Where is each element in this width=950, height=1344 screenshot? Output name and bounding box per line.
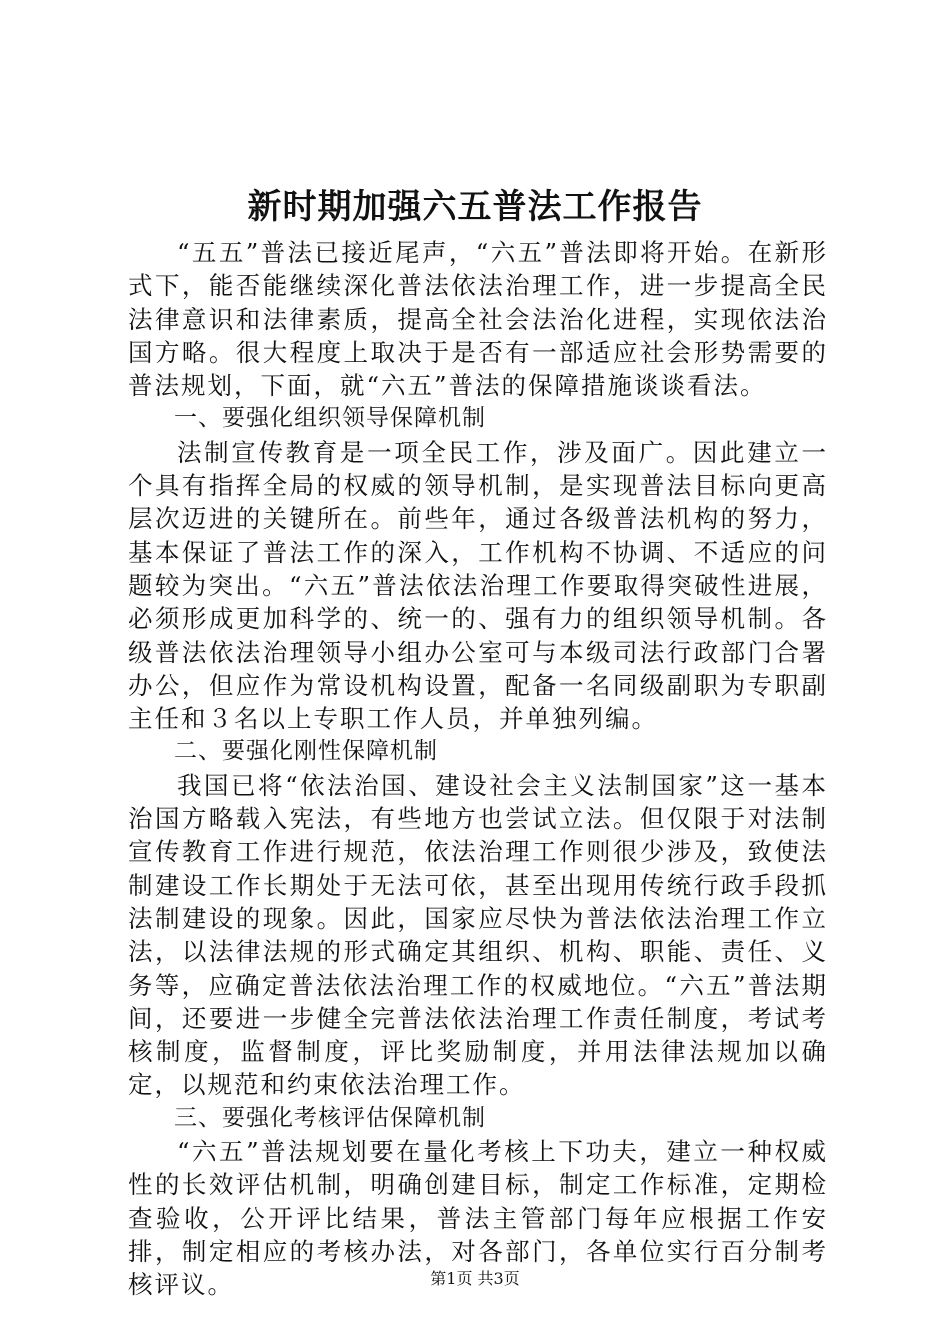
paragraph-section-2: 我国已将“依法治国、建设社会主义法制国家”这一基本治国方略载入宪法，有些地方也尝试立法。但仅限于对法制宣传教育工作进行规范，依法治理工作则很少涉及，致使法制建设工作长期处于无法可依，甚至出现用传统行政手段抓法制建设的现象。因此，国家应尽快为普法依法治理工作立法，以法律法规的形式确定其组织、机构、职能、责任、义务等，应确定普法依法治理工作的权威地位。“六五”普法期间，还要进一步健全完普法依法治理工作责任制度，考试考核制度，监督制度，评比奖励制度，并用法律法规加以确定，以规范和约束依法治理工作。: [128, 770, 828, 1100]
paragraph-intro: “五五”普法已接近尾声，“六五”普法即将开始。在新形式下，能否能继续深化普法依法治理工作，进一步提高全民法律意识和法律素质，提高全社会法治化进程，实现依法治国方略。很大程度上取决于是否有一部适应社会形势需要的普法规划，下面，就“六五”普法的保障措施谈谈看法。: [128, 238, 828, 401]
section-heading-2: 二、要强化刚性保障机制: [174, 738, 438, 765]
document-body: [128, 236, 828, 1302]
paragraph-section-3: “六五”普法规划要在量化考核上下功夫，建立一种权威性的长效评估机制，明确创建目标，制定工作标准，定期检查验收，公开评比结果，普法主管部门每年应根据工作安排，制定相应的考核办法，对各部门，各单位实行百分制考核评议。: [128, 1137, 828, 1300]
section-heading-3: 三、要强化考核评估保障机制: [174, 1104, 486, 1131]
page-number-footer: 第1页 共3页: [430, 1269, 520, 1288]
document-title: 新时期加强六五普法工作报告: [247, 187, 703, 227]
paragraph-section-1: 法制宣传教育是一项全民工作，涉及面广。因此建立一个具有指挥全局的权威的领导机制，是实现普法目标向更高层次迈进的关键所在。前些年，通过各级普法机构的努力，基本保证了普法工作的深入，工作机构不协调、不适应的问题较为突出。“六五”普法依法治理工作要取得突破性进展，必须形成更加科学的、统一的、强有力的组织领导机制。各级普法依法治理领导小组办公室可与本级司法行政部门合署办公，但应作为常设机构设置，配备一名同级副职为专职副主任和３名以上专职工作人员，并单独列编。: [128, 437, 828, 734]
section-heading-1: 一、要强化组织领导保障机制: [174, 405, 486, 432]
